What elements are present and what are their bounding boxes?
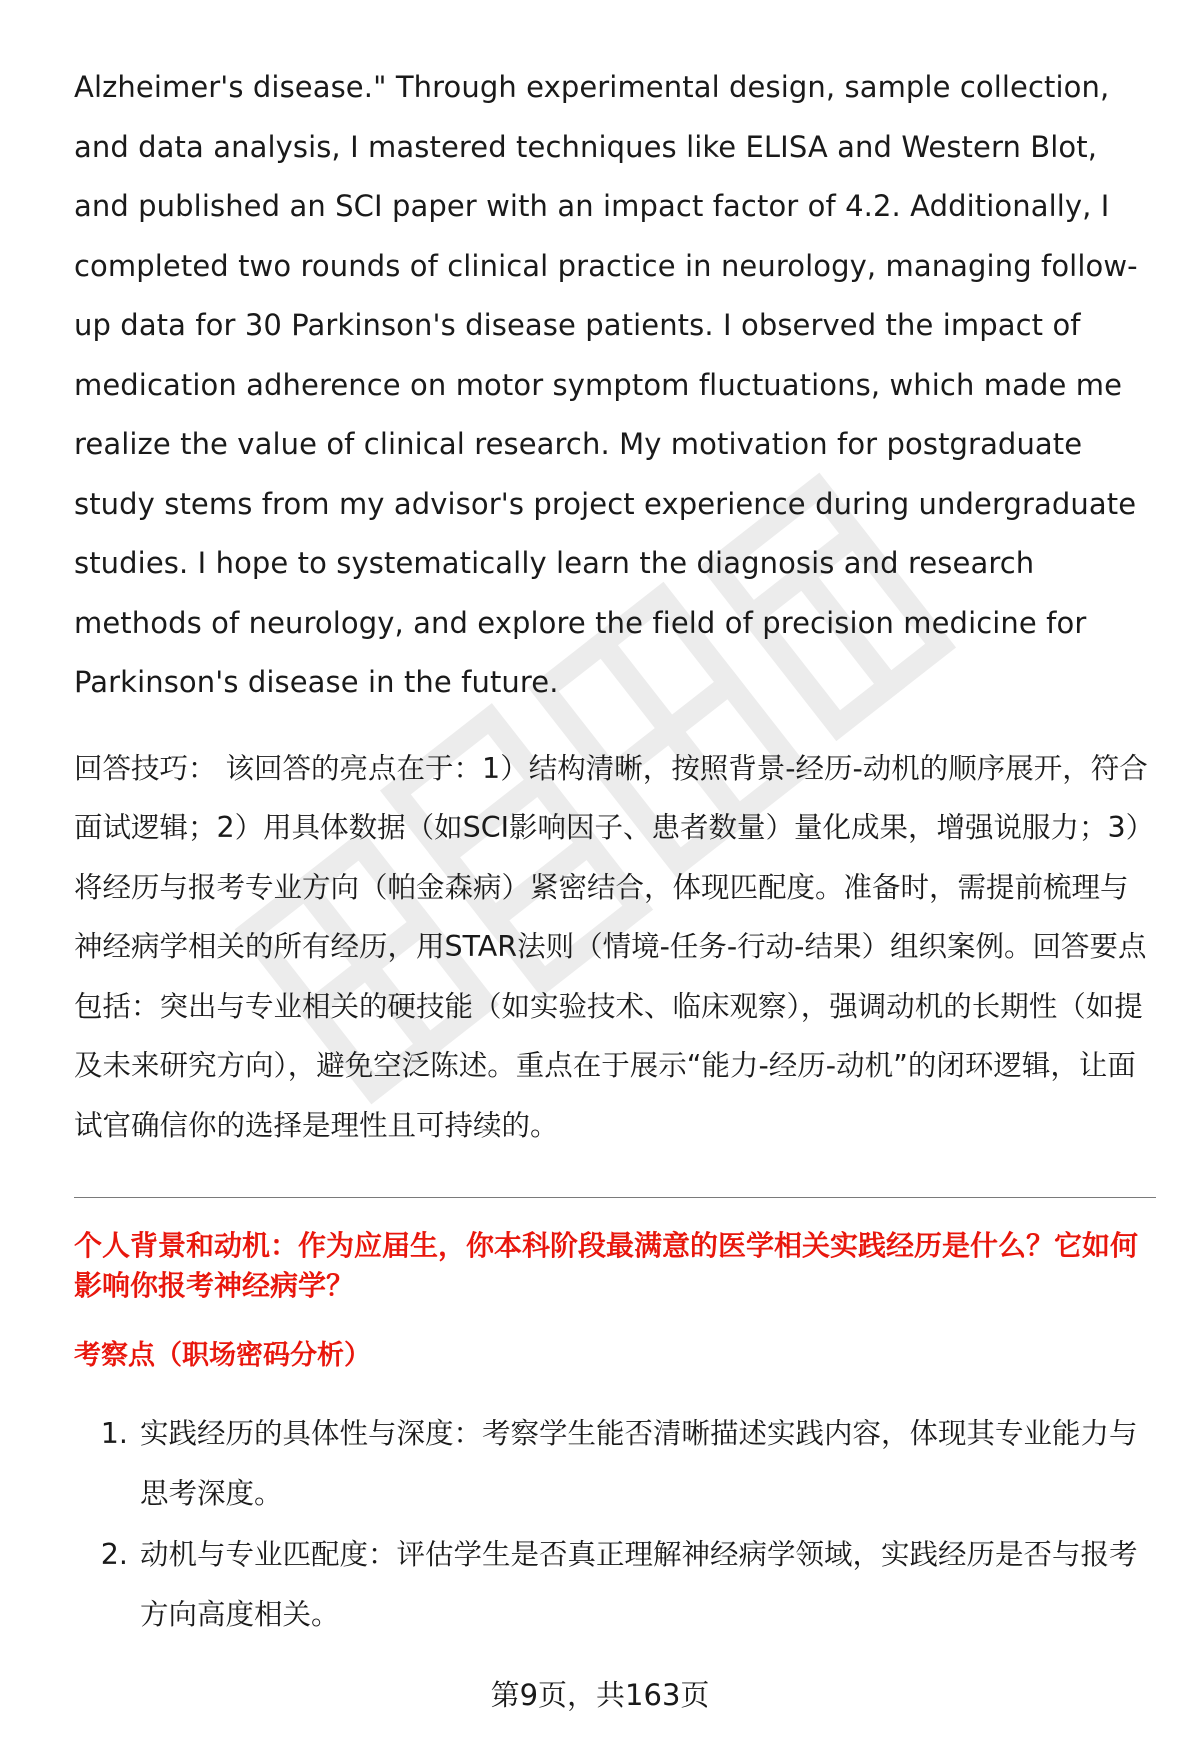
main-content [74, 58, 1154, 1646]
list-item [74, 1525, 1154, 1644]
question-heading: 个人背景和动机：作为应届生，你本科阶段最满意的医学相关实践经历是什么？它如何影响你报考神经病学？ [74, 1229, 1139, 1302]
section-divider [74, 1197, 1156, 1198]
answer-continuation-paragraph: Alzheimer's disease." Through experimental design, sample collection, and data analysis, I mastered techniques like ELISA and Western Blot, and published an SCI paper with an impact factor of 4.2. Additionally, I completed two rounds of clinical practice in neurology, managing follow-up data for 30 Parkinson's disease patients. I observed the impact of medication adherence on motor symptom fluctuations, which made me realize the value of clinical research. My motivation for postgraduate study stems from my advisor's project experience during undergraduate studies. I hope to systematically learn the diagnosis and research methods of neurology, and explore the field of precision medicine for Parkinson's disease in the future. [74, 70, 1138, 699]
answer-tips-paragraph: 回答技巧： 该回答的亮点在于：1）结构清晰，按照背景-经历-动机的顺序展开，符合面试逻辑；2）用具体数据（如SCI影响因子、患者数量）量化成果，增强说服力；3）将经历与报考专业方向（帕金森病）紧密结合，体现匹配度。准备时，需提前梳理与神经病学相关的所有经历，用STAR法则（情境-任务-行动-结果）组织案例。回答要点包括：突出与专业相关的硬技能（如实验技术、临床观察），强调动机的长期性（如提及未来研究方向），避免空泛陈述。重点在于展示“能力-经历-动机”的闭环逻辑，让面试官确信你的选择是理性且可持续的。 [74, 751, 1148, 1142]
list-item-number: 2. [100, 1538, 128, 1571]
page-number-footer: 第9页，共163页 [490, 1678, 710, 1712]
list-item-text: 实践经历的具体性与深度：考察学生能否清晰描述实践内容，体现其专业能力与思考深度。 [140, 1417, 1138, 1510]
assessment-points-list [74, 1404, 1154, 1644]
list-item-number: 1. [100, 1417, 128, 1450]
assessment-points-heading: 考察点（职场密码分析） [74, 1340, 371, 1371]
list-item [74, 1404, 1154, 1523]
list-item-text: 动机与专业匹配度：评估学生是否真正理解神经病学领域，实践经历是否与报考方向高度相关。 [140, 1538, 1138, 1631]
